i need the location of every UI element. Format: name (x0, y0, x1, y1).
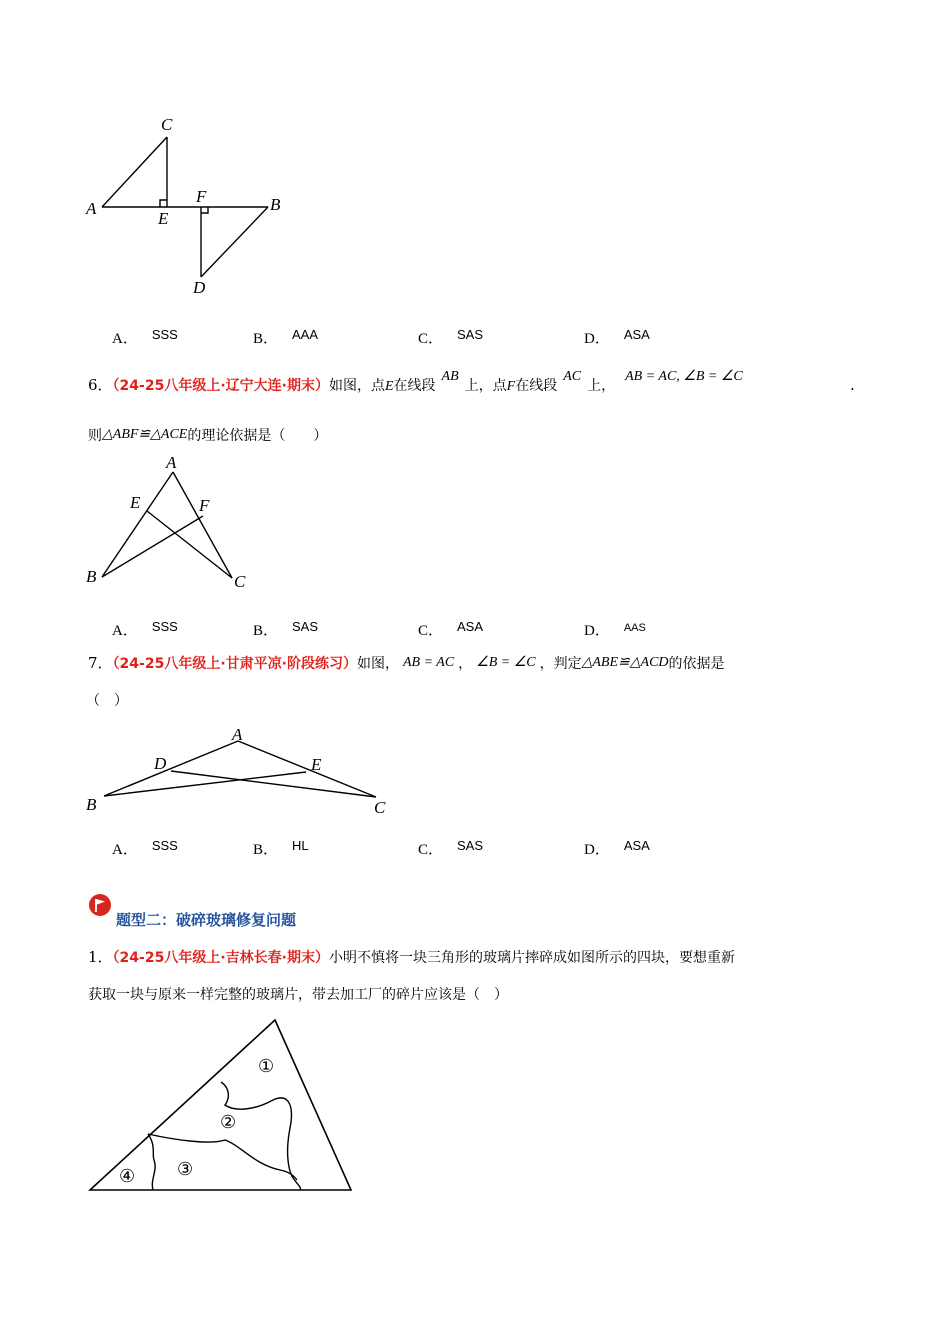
q6-segment-ac: AC (563, 369, 582, 384)
label-c: C (234, 572, 246, 591)
q6-option-b[interactable] (253, 619, 318, 640)
label-f: F (196, 187, 207, 206)
q6-text: 在线段 (393, 378, 436, 394)
q5-figure (80, 110, 300, 300)
option-letter: D． (584, 842, 610, 858)
q6-number: 6． (88, 376, 113, 394)
p1-stem (88, 946, 735, 969)
option-letter: B． (253, 623, 279, 639)
q6-point-e: E (384, 379, 394, 394)
label-a: A (86, 199, 97, 218)
q7-text: 如图， (356, 656, 399, 672)
label-e: E (158, 209, 169, 228)
q7-paren: （ ） (86, 693, 128, 709)
q7-stem (88, 652, 725, 676)
q7-source: （24-25八年级上·甘肃平凉·阶段练习） (112, 656, 357, 672)
option-value: SAS (457, 327, 484, 342)
q7-number: 7． (88, 654, 113, 672)
q6-option-c[interactable] (418, 619, 483, 640)
option-value: SAS (292, 619, 319, 634)
q6-text: 则 (88, 428, 102, 444)
q7-option-a[interactable] (112, 838, 178, 859)
p1-number: 1． (88, 948, 113, 966)
label-f: F (199, 496, 210, 515)
label-c: C (161, 115, 173, 134)
label-d: D (193, 278, 206, 297)
section-heading: 题型二：破碎玻璃修复问题 (116, 911, 297, 929)
p1-source: （24-25八年级上·吉林长春·期末） (112, 950, 329, 966)
q6-figure (80, 450, 270, 600)
option-value: ASA (623, 327, 650, 342)
option-value: SAS (457, 838, 484, 853)
q6-option-a[interactable] (112, 619, 178, 640)
q6-congruence: △ABF≌△ACE (102, 427, 188, 442)
label-c: C (374, 798, 386, 817)
q6-text: 如图，点 (328, 378, 385, 394)
q6-stem-line2 (88, 424, 327, 448)
q7-condition-1: AB = AC (402, 655, 455, 670)
label-e: E (311, 755, 322, 774)
option-value: ASA (457, 619, 484, 634)
label-d: D (154, 754, 167, 773)
label-a: A (166, 453, 177, 472)
option-value: SSS (151, 619, 178, 634)
option-letter: B． (253, 842, 279, 858)
q5-option-d[interactable] (584, 327, 650, 348)
q6-option-d[interactable] (584, 619, 646, 640)
option-value: ASA (623, 838, 650, 853)
option-letter: D． (584, 331, 610, 347)
piece-label-4: ④ (119, 1166, 136, 1186)
piece-label-1: ① (258, 1056, 275, 1076)
option-letter: C． (418, 623, 444, 639)
option-letter: B． (253, 331, 279, 347)
q6-text: 上， (587, 378, 616, 394)
option-value: SSS (151, 327, 178, 342)
label-b: B (86, 567, 97, 586)
q7-option-b[interactable] (253, 838, 309, 859)
q6-stem (88, 369, 743, 398)
glass-figure (80, 1010, 370, 1200)
q5-option-c[interactable] (418, 327, 483, 348)
p1-text: 小明不慎将一块三角形的玻璃片摔碎成如图所示的四块，要想重新 (328, 950, 735, 966)
q7-text: ，判定 (539, 656, 582, 672)
option-value: AAS (623, 622, 646, 634)
label-b: B (270, 195, 281, 214)
option-letter: D． (584, 623, 610, 639)
q5-option-b[interactable] (253, 327, 318, 348)
q7-text: ， (458, 656, 473, 672)
q7-text: 的依据是 (668, 656, 725, 672)
q7-option-d[interactable] (584, 838, 650, 859)
q5-option-a[interactable] (112, 327, 178, 348)
q7-option-c[interactable] (418, 838, 483, 859)
option-letter: A． (112, 331, 138, 347)
option-letter: A． (112, 842, 138, 858)
option-letter: C． (418, 331, 444, 347)
piece-label-2: ② (220, 1112, 237, 1132)
q6-text: 在线段 (515, 378, 558, 394)
p1-stem-line2: 获取一块与原来一样完整的玻璃片，带去加工厂的碎片应该是（ ） (88, 987, 508, 1003)
q6-source: （24-25八年级上·辽宁大连·期末） (112, 378, 329, 394)
q6-condition: AB = AC, ∠B = ∠C (625, 369, 743, 384)
option-value: SSS (151, 838, 178, 853)
label-e: E (130, 493, 141, 512)
q7-figure (80, 722, 400, 822)
piece-label-3: ③ (177, 1159, 194, 1179)
q6-point-f: F (506, 379, 516, 394)
q6-text: 的理论依据是（ ） (187, 428, 328, 444)
option-letter: A． (112, 623, 138, 639)
option-letter: C． (418, 842, 444, 858)
label-b: B (86, 795, 97, 814)
label-a: A (232, 725, 243, 744)
q7-congruence: △ABE≌△ACD (581, 655, 669, 670)
q7-condition-2: ∠B = ∠C (476, 655, 536, 670)
flag-icon (88, 893, 112, 917)
q6-dot: . (850, 376, 855, 394)
option-value: AAA (292, 327, 319, 342)
option-value: HL (292, 838, 309, 853)
q6-segment-ab: AB (441, 369, 459, 384)
q6-text: 上，点 (464, 378, 507, 394)
